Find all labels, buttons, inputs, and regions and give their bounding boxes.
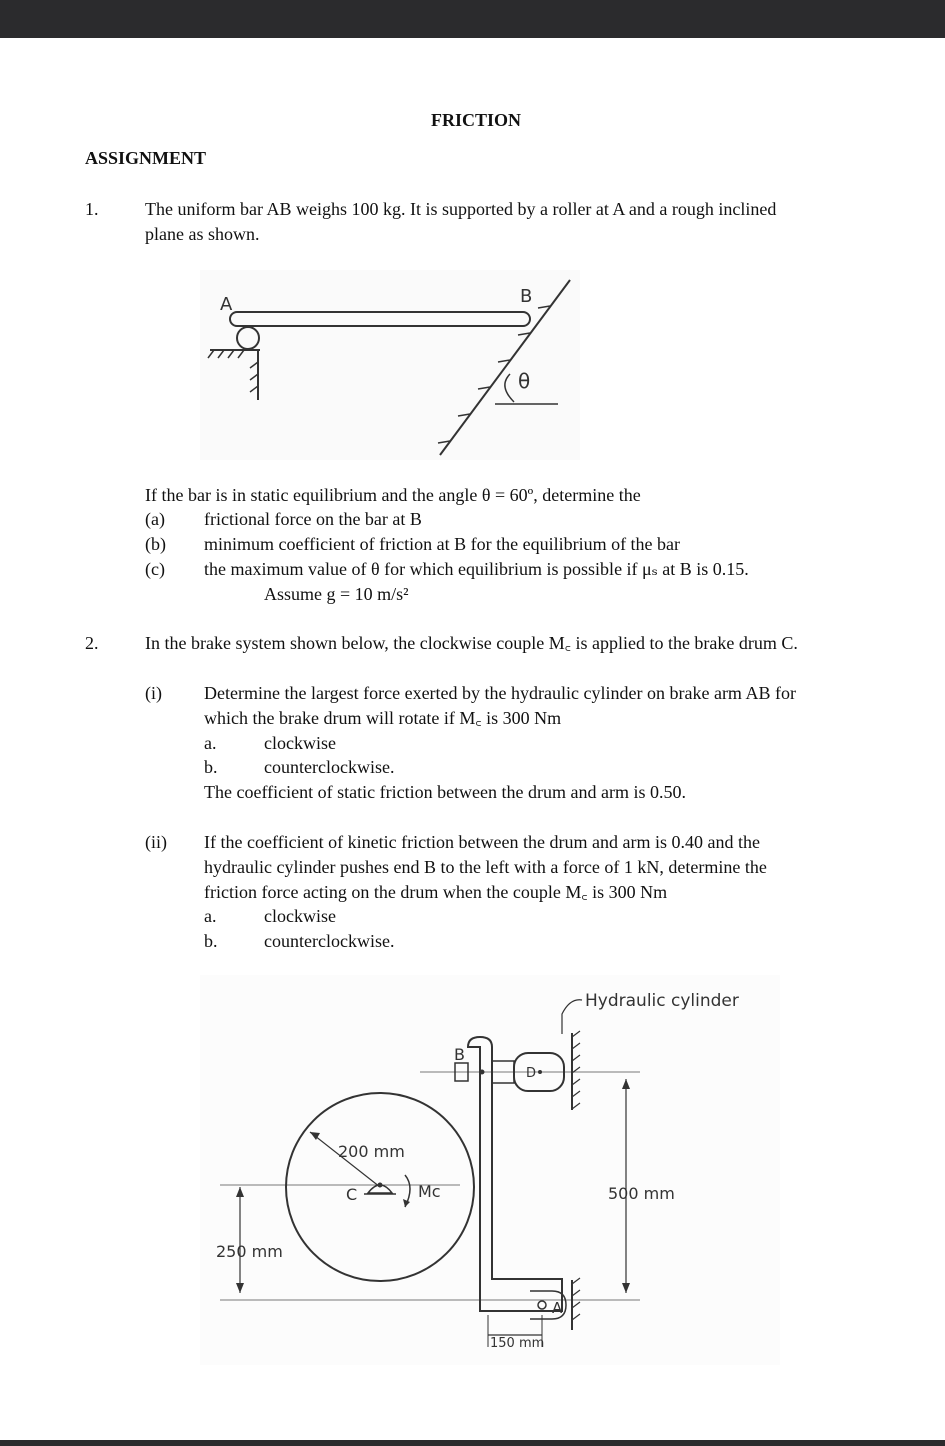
label-250mm: 250 mm [216, 1242, 283, 1261]
q2-part-ii-a-text: clockwise [264, 906, 336, 926]
label-b: B [454, 1045, 465, 1064]
q2-part-ii-line1: If the coefficient of kinetic friction between the drum and arm is 0.40 and the [204, 832, 760, 852]
q2-part-i-b-text: counterclockwise. [264, 757, 395, 777]
q2-number: 2. [85, 633, 99, 653]
label-200mm: 200 mm [338, 1142, 405, 1161]
q2-part-i-a-text: clockwise [264, 733, 336, 753]
q1-number: 1. [85, 199, 99, 219]
q1-item-b-label: (b) [145, 534, 166, 554]
label-a: A [552, 1299, 563, 1317]
q1-item-a-label: (a) [145, 509, 165, 529]
q2-part-ii-b-text: counterclockwise. [264, 931, 395, 951]
label-a: A [220, 294, 233, 315]
q2-part-i-line1: Determine the largest force exerted by the hydraulic cylinder on brake arm AB for [204, 683, 796, 703]
q2-part-i-line2: which the brake drum will rotate if M꜀ is 300 Nm [204, 708, 562, 728]
q2-part-i-b-label: b. [204, 757, 218, 777]
label-theta: θ [518, 369, 531, 393]
q1-assume: Assume g = 10 m/s² [264, 584, 409, 604]
viewer-top-bar [0, 0, 945, 38]
viewer-bottom-bar [0, 1440, 945, 1446]
q2-part-ii-label: (ii) [145, 832, 167, 852]
q2-part-ii-b-label: b. [204, 931, 218, 951]
q2-part-ii-line2: hydraulic cylinder pushes end B to the left with a force of 1 kN, determine the [204, 857, 767, 877]
q1-item-c-text: the maximum value of θ for which equilibrium is possible if μₛ at B is 0.15. [204, 559, 749, 579]
q1-text-line1: The uniform bar AB weighs 100 kg. It is supported by a roller at A and a rough inclined [145, 199, 777, 219]
q1-item-c-label: (c) [145, 559, 165, 579]
label-b: B [520, 286, 533, 307]
section-heading: ASSIGNMENT [85, 148, 207, 168]
label-hydraulic-cylinder: Hydraulic cylinder [585, 991, 739, 1011]
label-c: C [346, 1185, 358, 1204]
q1-bar-figure [200, 270, 580, 460]
q2-part-i-label: (i) [145, 683, 162, 703]
q2-part-i-a-label: a. [204, 733, 217, 753]
q2-part-i-note: The coefficient of static friction between the drum and arm is 0.50. [204, 782, 687, 802]
label-mc: Mc [418, 1182, 441, 1201]
q2-part-ii-a-label: a. [204, 906, 217, 926]
q1-intro: If the bar is in static equilibrium and the angle θ = 60º, determine the [145, 485, 641, 505]
q2-intro: In the brake system shown below, the clockwise couple M꜀ is applied to the brake drum C. [145, 633, 798, 653]
q2-part-ii-line3: friction force acting on the drum when the couple M꜀ is 300 Nm [204, 882, 668, 902]
label-d: D [526, 1066, 537, 1081]
page-title: FRICTION [431, 110, 522, 130]
label-500mm: 500 mm [608, 1184, 675, 1203]
q1-text-line2: plane as shown. [145, 224, 260, 244]
q1-item-a-text: frictional force on the bar at B [204, 509, 422, 529]
q2-brake-figure [200, 975, 780, 1365]
label-150mm: 150 mm [490, 1336, 545, 1351]
q1-item-b-text: minimum coefficient of friction at B for the equilibrium of the bar [204, 534, 681, 554]
